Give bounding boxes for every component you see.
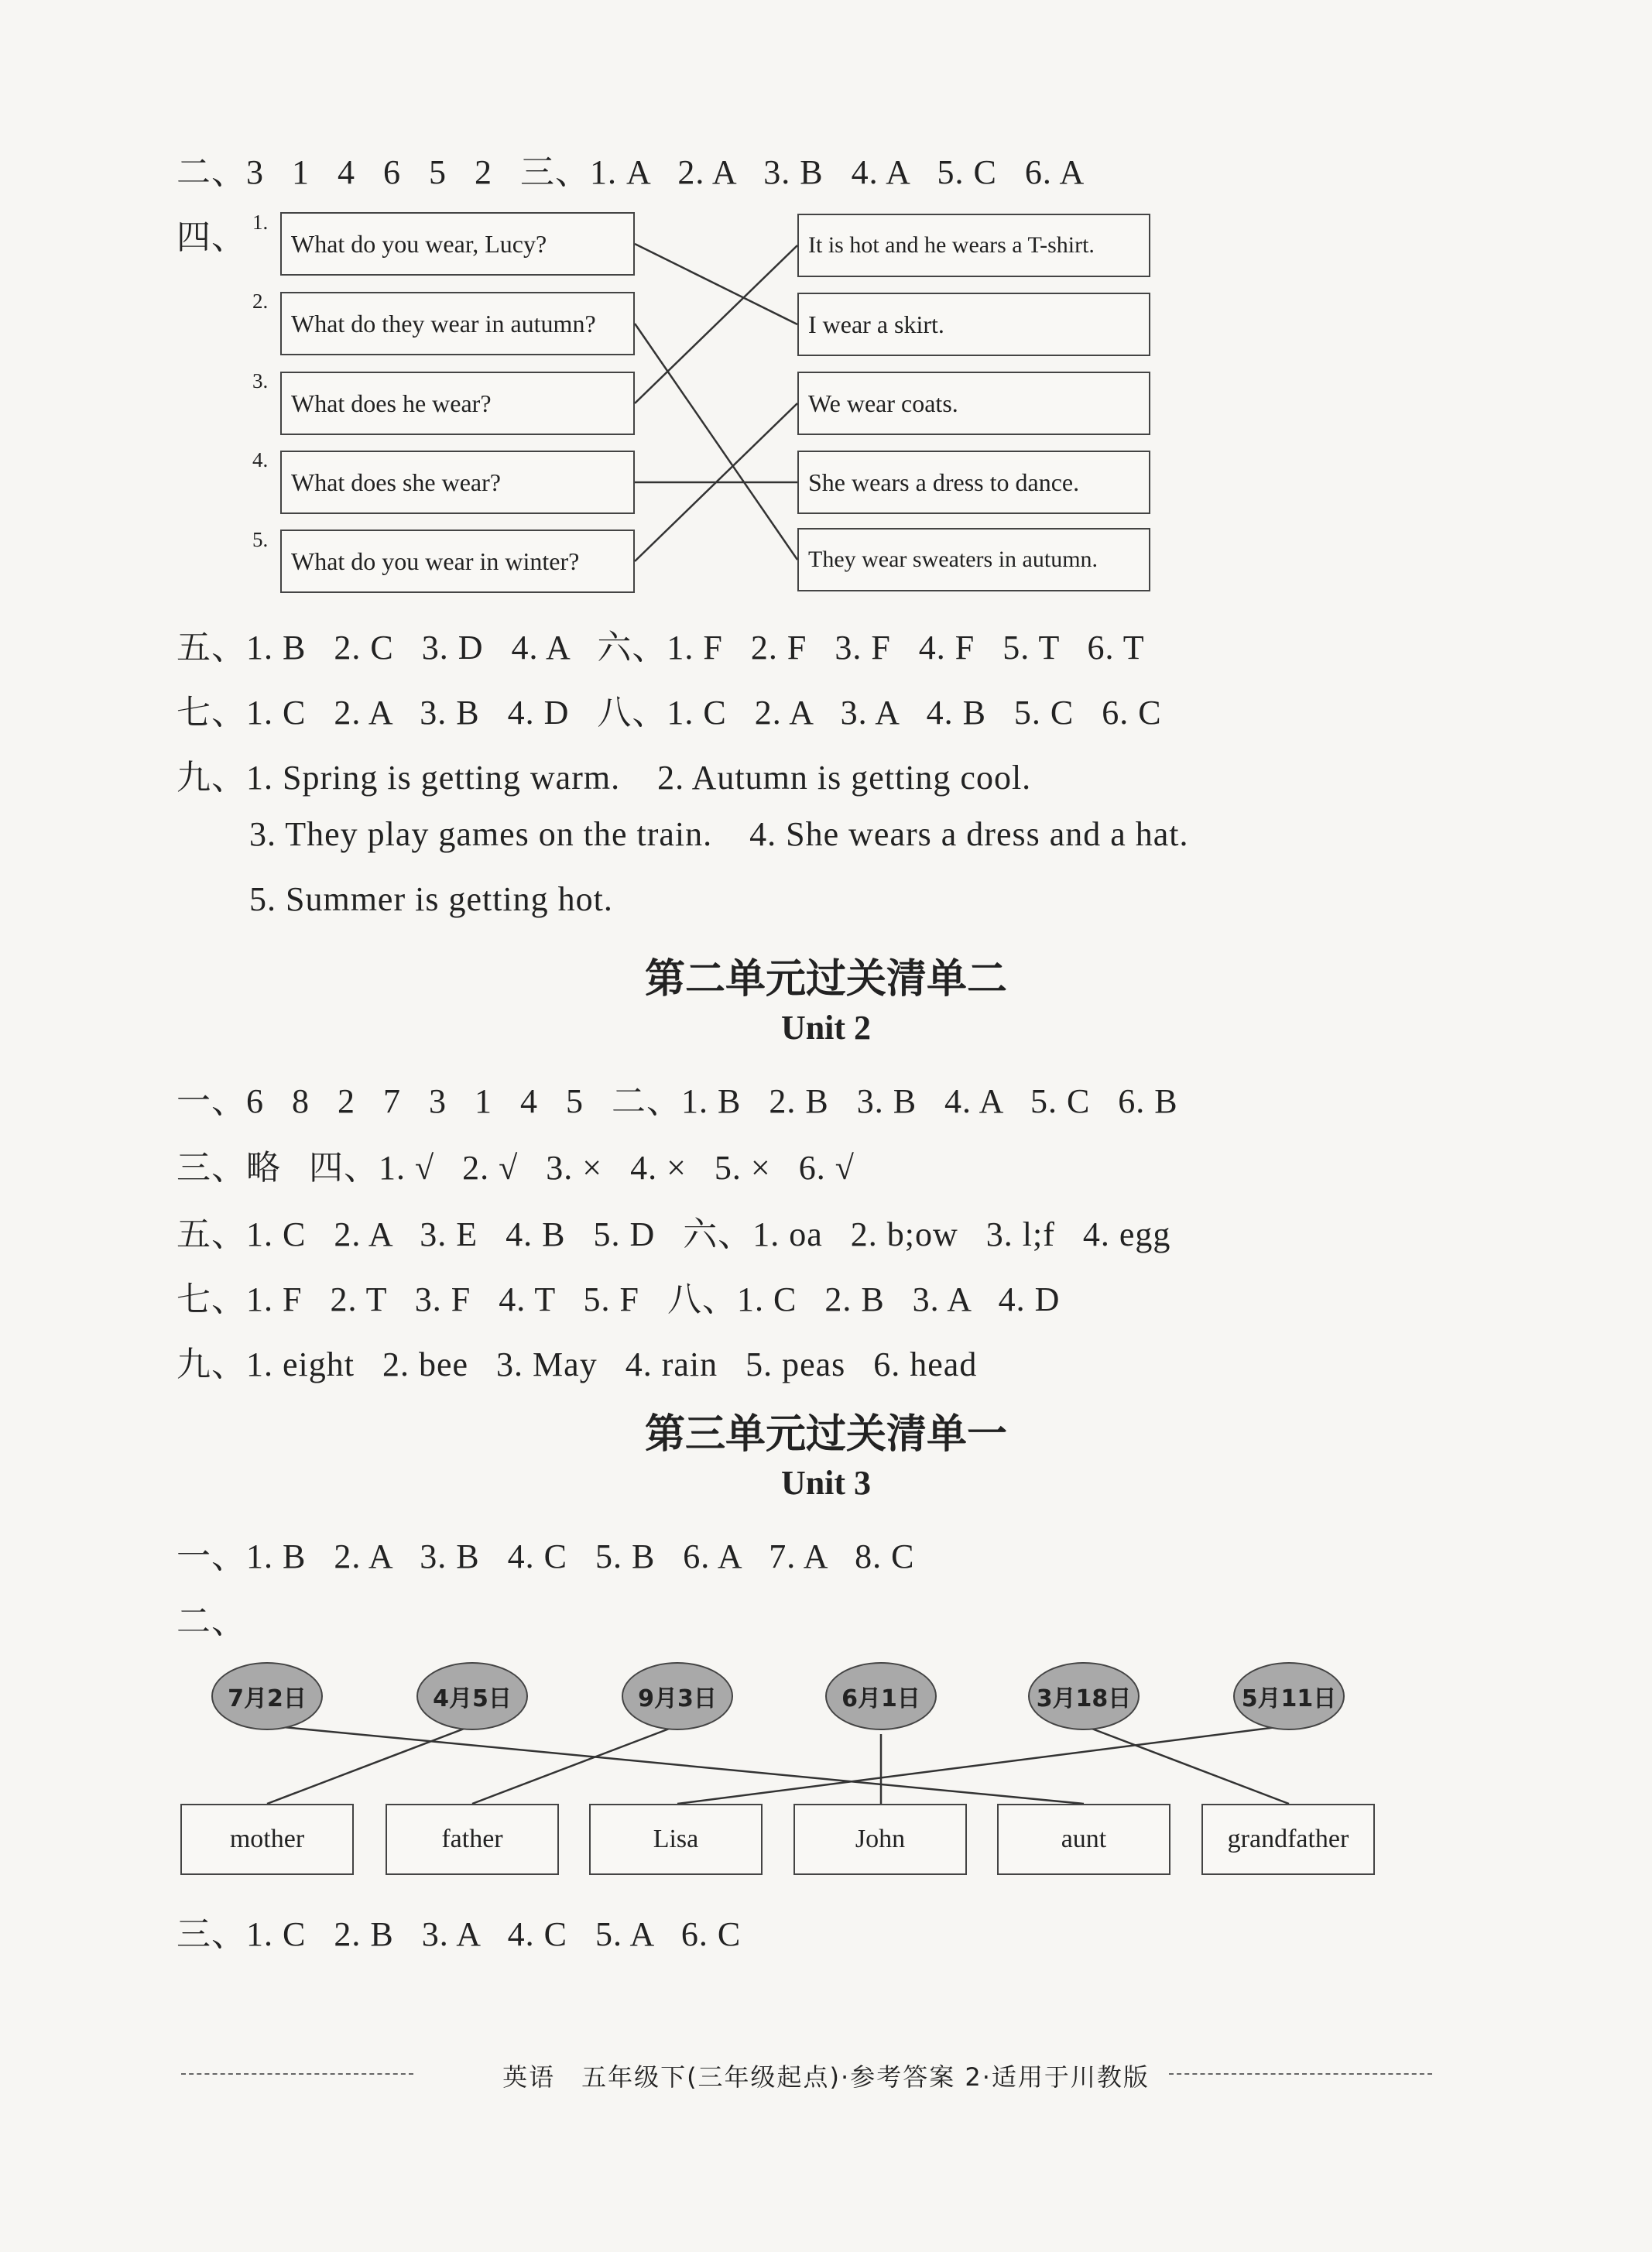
unit2-line-3-4: 三、略 四、1. √ 2. √ 3. × 4. × 5. × 6. √ bbox=[177, 1149, 855, 1187]
unit3-title: 第三单元过关清单一 bbox=[644, 1410, 1007, 1458]
date-ellipse-6: 5月11日 bbox=[1233, 1662, 1345, 1730]
answer-line-9a: 九、1. Spring is getting warm. 2. Autumn is getting cool. bbox=[177, 759, 1032, 797]
answer-box-3: We wear coats. bbox=[797, 372, 1150, 435]
name-box-grandfather: grandfather bbox=[1201, 1804, 1375, 1875]
answer-line-5-6: 五、1. B 2. C 3. D 4. A 六、1. F 2. F 3. F 4. F 5. T 6. T bbox=[177, 629, 1145, 667]
answer-line-9b: 3. They play games on the train. 4. She wears a dress and a hat. bbox=[249, 815, 1189, 853]
unit2-line-5-6: 五、1. C 2. A 3. E 4. B 5. D 六、1. oa 2. b;ow 3. l;f 4. egg bbox=[177, 1215, 1171, 1253]
date-match-line bbox=[267, 1726, 1084, 1804]
page-footer: 英语 五年级下(三年级起点)·参考答案 2·适用于川教版 bbox=[502, 2062, 1150, 2092]
item-number: 5. bbox=[252, 528, 269, 551]
match-line bbox=[635, 324, 797, 560]
date-ellipse-3: 9月3日 bbox=[622, 1662, 733, 1730]
answer-line-7-8: 七、1. C 2. A 3. B 4. D 八、1. C 2. A 3. A 4. B 5. C 6. C bbox=[177, 694, 1162, 732]
date-match-line bbox=[677, 1726, 1289, 1804]
date-match-line bbox=[267, 1726, 472, 1804]
answer-box-1: It is hot and he wears a T-shirt. bbox=[797, 214, 1150, 277]
unit2-title: 第二单元过关清单二 bbox=[644, 955, 1007, 1003]
name-box-aunt: aunt bbox=[997, 1804, 1170, 1875]
answer-box-4: She wears a dress to dance. bbox=[797, 451, 1150, 514]
date-ellipse-4: 6月1日 bbox=[825, 1662, 937, 1730]
question-box-1: What do you wear, Lucy? bbox=[280, 212, 635, 276]
item-number: 1. bbox=[252, 211, 269, 234]
item-number: 4. bbox=[252, 448, 269, 471]
unit3-line-2-label: 二、 bbox=[177, 1602, 246, 1640]
name-box-mother: mother bbox=[180, 1804, 354, 1875]
question-box-5: What do you wear in winter? bbox=[280, 530, 635, 593]
name-box-john: John bbox=[793, 1804, 967, 1875]
unit2-subtitle: Unit 2 bbox=[780, 1009, 872, 1047]
item-number: 2. bbox=[252, 290, 269, 313]
unit3-line-3: 三、1. C 2. B 3. A 4. C 5. A 6. C bbox=[177, 1915, 742, 1953]
answer-line-9c: 5. Summer is getting hot. bbox=[249, 880, 613, 918]
unit3-line-1: 一、1. B 2. A 3. B 4. C 5. B 6. A 7. A 8. C bbox=[177, 1537, 915, 1575]
date-ellipse-2: 4月5日 bbox=[416, 1662, 528, 1730]
question-box-2: What do they wear in autumn? bbox=[280, 292, 635, 355]
unit3-subtitle: Unit 3 bbox=[780, 1464, 872, 1502]
unit2-line-1-2: 一、6 8 2 7 3 1 4 5 二、1. B 2. B 3. B 4. A 5. C 6. B bbox=[177, 1082, 1178, 1120]
match-line bbox=[635, 244, 797, 324]
question-box-3: What does he wear? bbox=[280, 372, 635, 435]
answer-box-5: They wear sweaters in autumn. bbox=[797, 528, 1150, 591]
match-line bbox=[635, 403, 797, 561]
date-ellipse-1: 7月2日 bbox=[211, 1662, 323, 1730]
answer-line-2-3: 二、3 1 4 6 5 2 三、1. A 2. A 3. B 4. A 5. C 6. A bbox=[177, 153, 1085, 191]
date-match-line bbox=[472, 1726, 677, 1804]
section-label-4: 四、 bbox=[177, 218, 246, 256]
question-box-4: What does she wear? bbox=[280, 451, 635, 514]
date-ellipse-5: 3月18日 bbox=[1028, 1662, 1140, 1730]
unit2-line-7-8: 七、1. F 2. T 3. F 4. T 5. F 八、1. C 2. B 3. A 4. D bbox=[177, 1280, 1061, 1318]
unit2-line-9: 九、1. eight 2. bee 3. May 4. rain 5. peas 6. head bbox=[177, 1345, 978, 1383]
name-box-father: father bbox=[386, 1804, 559, 1875]
name-box-lisa: Lisa bbox=[589, 1804, 763, 1875]
item-number: 3. bbox=[252, 369, 269, 392]
date-match-line bbox=[1084, 1726, 1289, 1804]
answer-box-2: I wear a skirt. bbox=[797, 293, 1150, 356]
match-line bbox=[635, 245, 797, 403]
